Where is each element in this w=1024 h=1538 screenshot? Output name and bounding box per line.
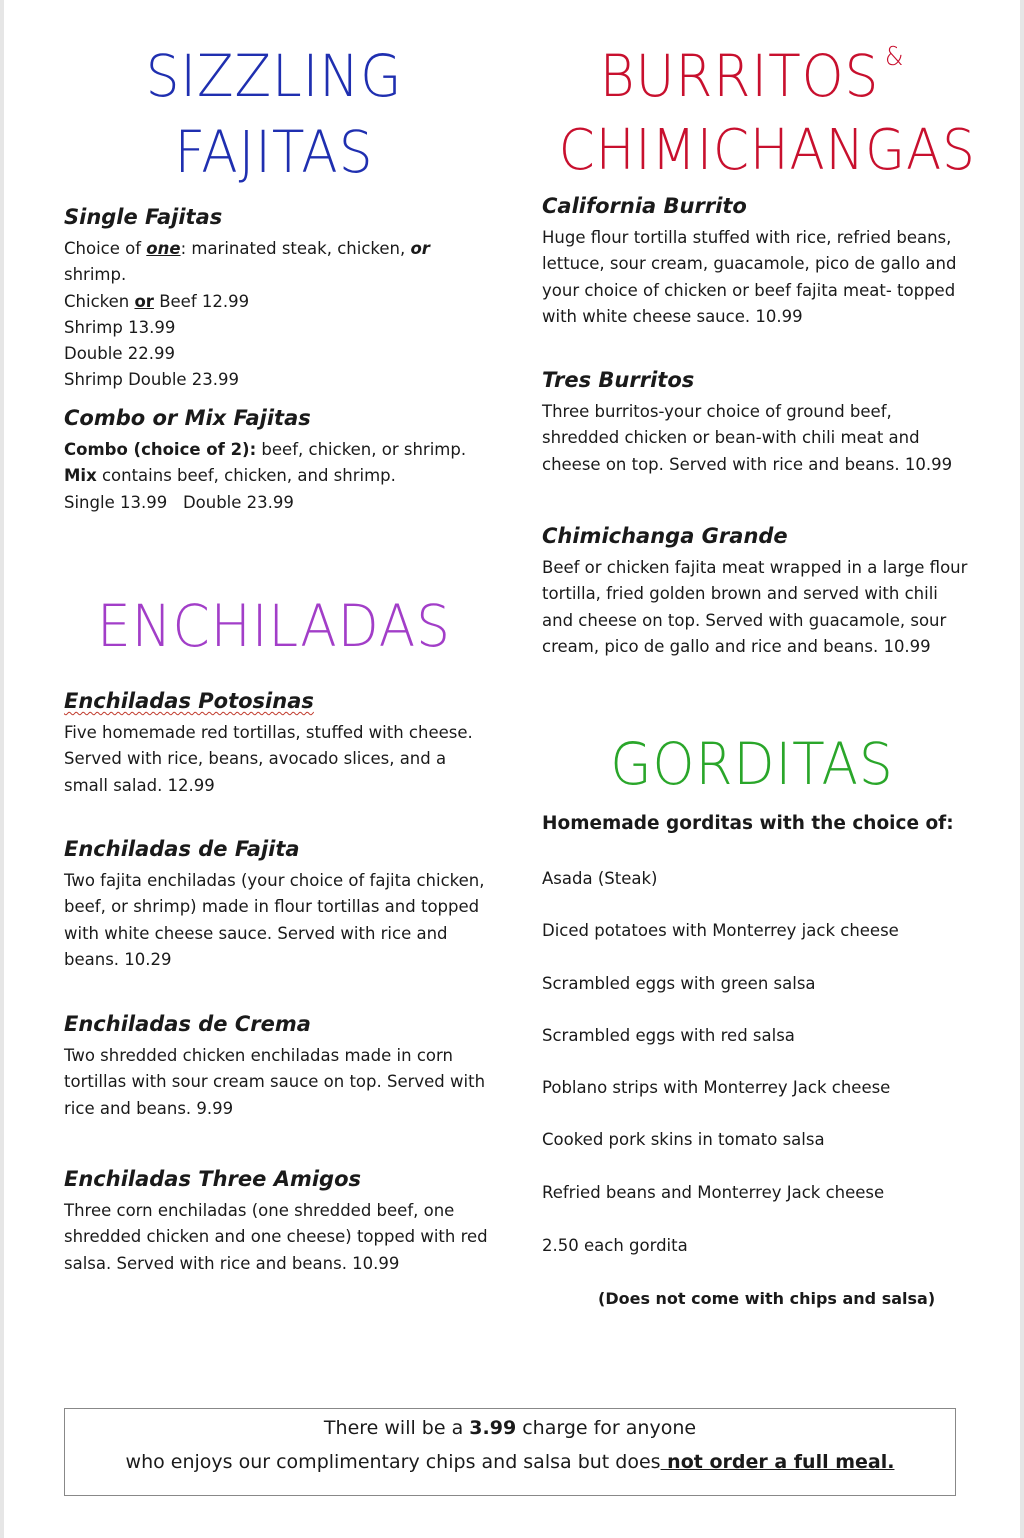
menu-item-enchiladas-de-crema — [64, 1011, 494, 1122]
item-title: Enchiladas Three Amigos — [64, 1167, 361, 1191]
menu-item-california-burrito — [542, 193, 972, 330]
item-description: Beef or chicken fajita meat wrapped in a large flour tortilla, fried golden brown and served with chili and cheese on top. Served with guacamole, sour cream, pico de gallo and rice and beans. 10.99 — [542, 558, 968, 656]
gordita-option: Scrambled eggs with green salsa — [542, 974, 816, 993]
gordita-option: Poblano strips with Monterrey Jack cheese — [542, 1078, 891, 1097]
gordita-option: Asada (Steak) — [542, 869, 658, 888]
item-title: Tres Burritos — [542, 368, 695, 392]
item-description: Huge flour tortilla stuffed with rice, refried beans, lettuce, sour cream, guacamole, pico de gallo and your choice of chicken or beef fajita meat- topped with white cheese sauce. 10.99 — [542, 228, 957, 326]
menu-item-combo-mix-fajitas — [64, 405, 494, 516]
fajitas-heading-line2: FAJITAS — [174, 118, 374, 186]
item-description: Two shredded chicken enchiladas made in corn tortillas with sour cream sauce on top. Served with rice and beans. 9.99 — [64, 1046, 486, 1118]
menu-item-single-fajitas — [64, 204, 494, 394]
gorditas-note: (Does not come with chips and salsa) — [598, 1289, 936, 1308]
gordita-option: Scrambled eggs with red salsa — [542, 1026, 795, 1045]
item-title: Combo or Mix Fajitas — [64, 406, 311, 430]
ampersand: & — [884, 42, 905, 72]
enchiladas-heading: ENCHILADAS — [97, 592, 451, 660]
menu-item-enchiladas-three-amigos — [64, 1166, 494, 1277]
notice-line1: There will be a 3.99 charge for anyone — [323, 1417, 697, 1439]
menu-item-enchiladas-potosinas — [64, 688, 494, 799]
item-title: Enchiladas de Fajita — [64, 837, 300, 861]
item-title: Enchiladas de Crema — [64, 1012, 311, 1036]
price-shrimp: Shrimp 13.99 — [64, 317, 176, 337]
gordita-price: 2.50 each gordita — [542, 1236, 688, 1255]
price-chicken-or-beef: Chicken or Beef 12.99 — [64, 291, 250, 311]
item-description: Three corn enchiladas (one shredded beef, one shredded chicken and one cheese) topped with red salsa. Served with rice and beans. 10.99 — [64, 1201, 488, 1273]
item-description: Three burritos-your choice of ground beef, shredded chicken or bean-with chili meat and cheese on top. Served with rice and beans. 10.99 — [542, 402, 953, 474]
price-shrimp-double: Shrimp Double 23.99 — [64, 370, 240, 390]
fajitas-heading-line1: SIZZLING — [145, 42, 403, 110]
gorditas-intro: Homemade gorditas with the choice of: — [542, 813, 954, 834]
gorditas-heading: GORDITAS — [610, 730, 894, 798]
gordita-option: Diced potatoes with Monterrey jack cheese — [542, 921, 899, 940]
mix-description: Mix contains beef, chicken, and shrimp. — [64, 466, 396, 486]
price-double: Double 22.99 — [64, 344, 175, 364]
burritos-heading-line2: CHIMICHANGAS — [558, 118, 976, 183]
combo-description: Combo (choice of 2): beef, chicken, or shrimp. — [64, 440, 467, 459]
menu-item-tres-burritos — [542, 367, 972, 478]
gordita-option: Cooked pork skins in tomato salsa — [542, 1130, 825, 1149]
chips-salsa-notice — [64, 1408, 956, 1496]
notice-line2: who enjoys our complimentary chips and salsa but does not order a full meal. — [125, 1451, 895, 1473]
item-title: Single Fajitas — [64, 205, 223, 229]
item-title: Enchiladas Potosinas — [64, 689, 314, 713]
item-description: Two fajita enchiladas (your choice of fajita chicken, beef, or shrimp) made in flour tortillas and topped with white cheese sauce. Served with rice and beans. 10.29 — [64, 871, 485, 969]
page-edge-right — [1020, 0, 1024, 1538]
menu-item-enchiladas-de-fajita — [64, 836, 494, 973]
combo-prices: Single 13.99 Double 23.99 — [64, 492, 294, 512]
single-fajitas-choice: Choice of one: marinated steak, chicken, or shrimp. — [64, 239, 430, 285]
page-edge-left — [0, 0, 4, 1538]
item-title: California Burrito — [542, 194, 747, 218]
menu-item-chimichanga-grande — [542, 523, 972, 660]
burritos-heading-line1: BURRITOS & — [599, 42, 905, 110]
item-description: Five homemade red tortillas, stuffed with cheese. Served with rice, beans, avocado slices, and a small salad. 12.99 — [64, 723, 473, 795]
item-title: Chimichanga Grande — [542, 524, 788, 548]
gordita-option: Refried beans and Monterrey Jack cheese — [542, 1183, 885, 1202]
